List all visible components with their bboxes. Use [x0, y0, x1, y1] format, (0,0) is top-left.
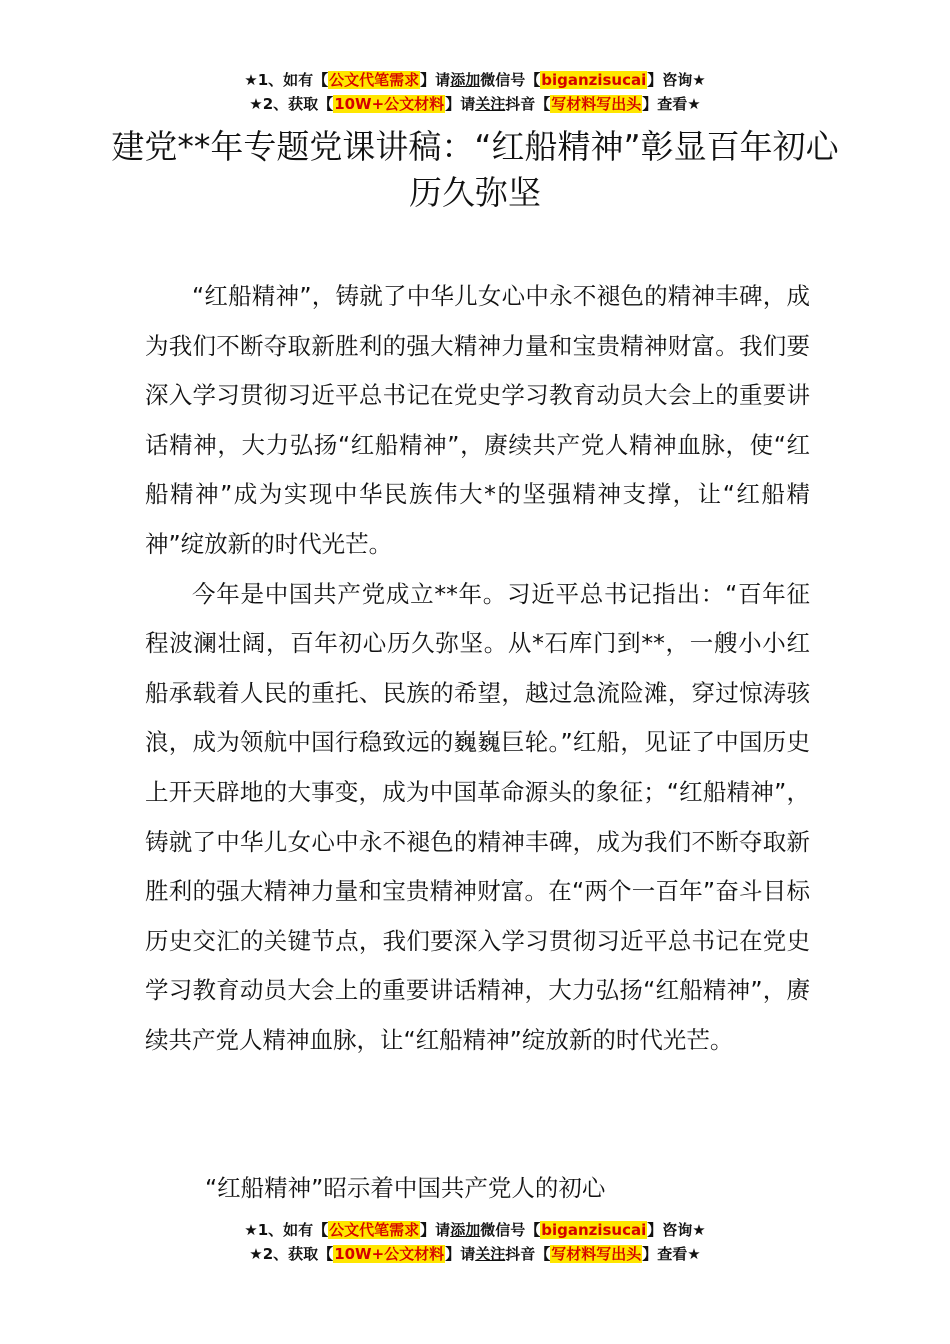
highlight-wechat-id: biganzisucai: [541, 71, 647, 89]
highlight-materials: 10W+公文材料: [334, 1245, 445, 1263]
section-heading: “红船精神”昭示着中国共产党人的初心: [205, 1174, 606, 1202]
highlight-douyin-account: 写材料写出头: [551, 1245, 642, 1263]
highlight-service: 公文代笔需求: [329, 71, 420, 89]
highlight-service: 公文代笔需求: [329, 1221, 420, 1239]
promo-line-1: ★1、如有【公文代笔需求】请添加微信号【biganzisucai】咨询★: [244, 71, 706, 89]
paragraph-2: 今年是中国共产党成立**年。习近平总书记指出：“百年征程波澜壮阔，百年初心历久弥坚。从*石库门到**，一艘小小红船承载着人民的重托、民族的希望，越过急流险滩，穿过惊涛骇浪，成为领航中国行稳致远的巍巍巨轮。”红船，见证了中国历史上开天辟地的大事变，成为中国革命源头的象征；“红船精神”，铸就了中华儿女心中永不褪色的精神丰碑，成为我们不断夺取新胜利的强大精神力量和宝贵精神财富。在“两个一百年”奋斗目标历史交汇的关键节点，我们要深入学习贯彻习近平总书记在党史学习教育动员大会上的重要讲话精神，大力弘扬“红船精神”，赓续共产党人精神血脉，让“红船精神”绽放新的时代光芒。: [145, 579, 810, 1054]
bottom-promo-banner: [0, 1218, 950, 1266]
highlight-materials: 10W+公文材料: [334, 95, 445, 113]
top-promo-banner: [0, 68, 950, 116]
document-body: [145, 272, 810, 1066]
document-title: 建党**年专题党课讲稿：“红船精神”彰显百年初心历久弥坚: [111, 127, 839, 212]
promo-line-1: ★1、如有【公文代笔需求】请添加微信号【biganzisucai】咨询★: [244, 1221, 706, 1239]
highlight-wechat-id: biganzisucai: [541, 1221, 647, 1239]
promo-line-2: ★2、获取【10W+公文材料】请关注抖音【写材料写出头】查看★: [249, 95, 701, 113]
highlight-douyin-account: 写材料写出头: [551, 95, 642, 113]
promo-line-2: ★2、获取【10W+公文材料】请关注抖音【写材料写出头】查看★: [249, 1245, 701, 1263]
paragraph-1: “红船精神”，铸就了中华儿女心中永不褪色的精神丰碑，成为我们不断夺取新胜利的强大精神力量和宝贵精神财富。我们要深入学习贯彻习近平总书记在党史学习教育动员大会上的重要讲话精神，大力弘扬“红船精神”，赓续共产党人精神血脉，使“红船精神”成为实现中华民族伟大*的坚强精神支撑，让“红船精神”绽放新的时代光芒。: [145, 282, 810, 558]
